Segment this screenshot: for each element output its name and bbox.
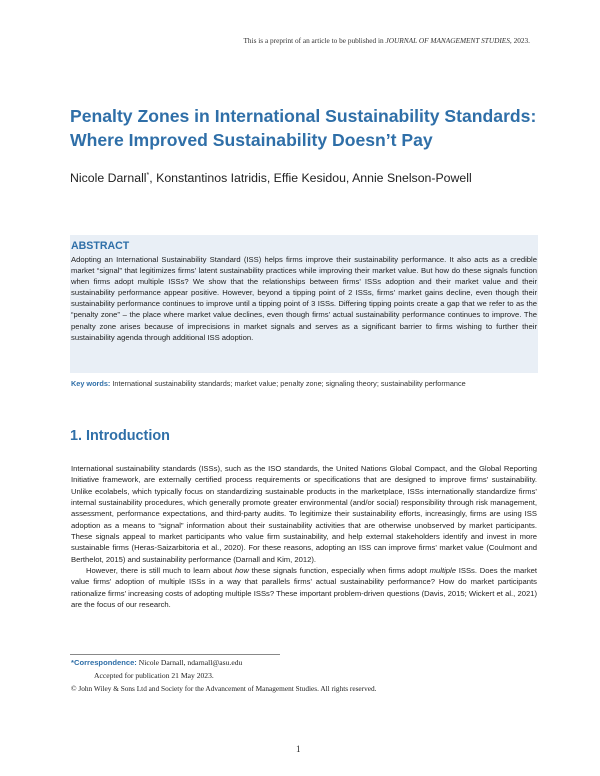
p2-text-a: However, there is still much to learn about — [86, 566, 235, 576]
copyright-notice: © John Wiley & Sons Ltd and Society for the Advancement of Management Studies. All rights reserved. — [71, 684, 377, 693]
introduction-paragraph-1: International sustainability standards (ISSs), such as the ISO standards, the United Nations Global Compact, and the Global Reporting Initiative framework, are externally certified process requirements or specifications that are designed to improve firms’ sustainability. Unlike ecolabels, which typically focus on standardizing sustainable products in the marketplace, ISSs internationally standardize firms’ internal sustainability procedures, which generally promote greater environmental (and/or social) responsibility through risk management, assessment, performance expectations, and third-party audits. To legitimize their sustainability efforts, increasingly, firms are using ISS adoption as a means to “signal” information about their sustainability activities that are otherwise unobserved by market participants. These signals appeal to market participants who value firm sustainability, and help external stakeholders identify and invest in more sustainable firms (Heras-Saizarbitoria et al., 2020). For these reasons, adopting an ISS can improve firms’ market value (Coulmont and Berthelot, 2015) and sustainability performance (Darnall and Kim, 2012). — [71, 464, 537, 564]
corresponding-author: Nicole Darnall — [70, 171, 147, 185]
footnote-divider — [70, 654, 280, 655]
abstract-text: Adopting an International Sustainability Standard (ISS) helps firms improve their sustainability performance. It also acts as a credible market “signal” that legitimizes firms’ latent sustainability practices while improving their market value. But how do these signals function when firms adopt multiple ISSs? We show that the relationships between firms’ ISSs adoption and their market value and their sustainability performance appear positive. However, beyond a tipping point of 2 ISSs, firms’ market gains decline, even though their sustainability performance continues to improve until a tipping point of 3 ISSs. Differing tipping points create a gap that we refer to as the “penalty zone” – the place where market value declines, even though firms’ actual sustainability performance continues to improve. The penalty zone arises because of imprecisions in market signals and serves as a significant barrier to firms wishing to further their sustainability agenda through additional ISS adoption. — [71, 255, 537, 342]
correspondence-marker: * — [146, 172, 150, 179]
p2-emphasis-multiple: multiple — [429, 566, 456, 576]
page-number: 1 — [296, 744, 301, 754]
keywords-label: Key words: — [71, 379, 111, 388]
correspondence-label: *Correspondence: — [71, 658, 137, 667]
title-line-1: Penalty Zones in International Sustainability Standards: — [70, 106, 537, 126]
introduction-paragraph-2 — [71, 565, 537, 610]
p2-text-b: these signals function, especially when firms adopt — [248, 566, 430, 576]
preprint-suffix: , 2023. — [509, 36, 530, 45]
abstract-heading: ABSTRACT — [71, 240, 130, 252]
preprint-prefix: This is a preprint of an article to be published in — [243, 36, 386, 45]
p2-text-c: ISSs. Does the market value firms’ adoption of multiple ISSs in a way that parallels firms’ actual sustainability performance? How do market participants rationalize firms’ increasing costs of adopting multiple ISSs? These important problem-driven questions (Davis, 2015; Wickert et al., 2021) are the focus of our research. — [71, 566, 538, 610]
paper-title — [70, 104, 540, 152]
p2-emphasis-how: how — [234, 566, 249, 576]
co-authors: , Konstantinos Iatridis, Effie Kesidou, Annie Snelson-Powell — [149, 171, 472, 185]
introduction-body — [71, 463, 537, 610]
acceptance-note: Accepted for publication 21 May 2023. — [94, 671, 214, 680]
keywords-line — [71, 379, 466, 388]
title-line-2: Where Improved Sustainability Doesn’t Pay — [70, 130, 433, 150]
keywords-text: International sustainability standards; market value; penalty zone; signaling theory; sustainability performance — [110, 379, 466, 388]
preprint-notice — [243, 36, 530, 45]
correspondence-note — [71, 658, 242, 667]
correspondence-text: Nicole Darnall, ndarnall@asu.edu — [136, 658, 243, 667]
author-list — [70, 171, 472, 185]
journal-name: JOURNAL OF MANAGEMENT STUDIES — [385, 36, 510, 45]
section-heading-introduction: 1. Introduction — [70, 428, 170, 444]
